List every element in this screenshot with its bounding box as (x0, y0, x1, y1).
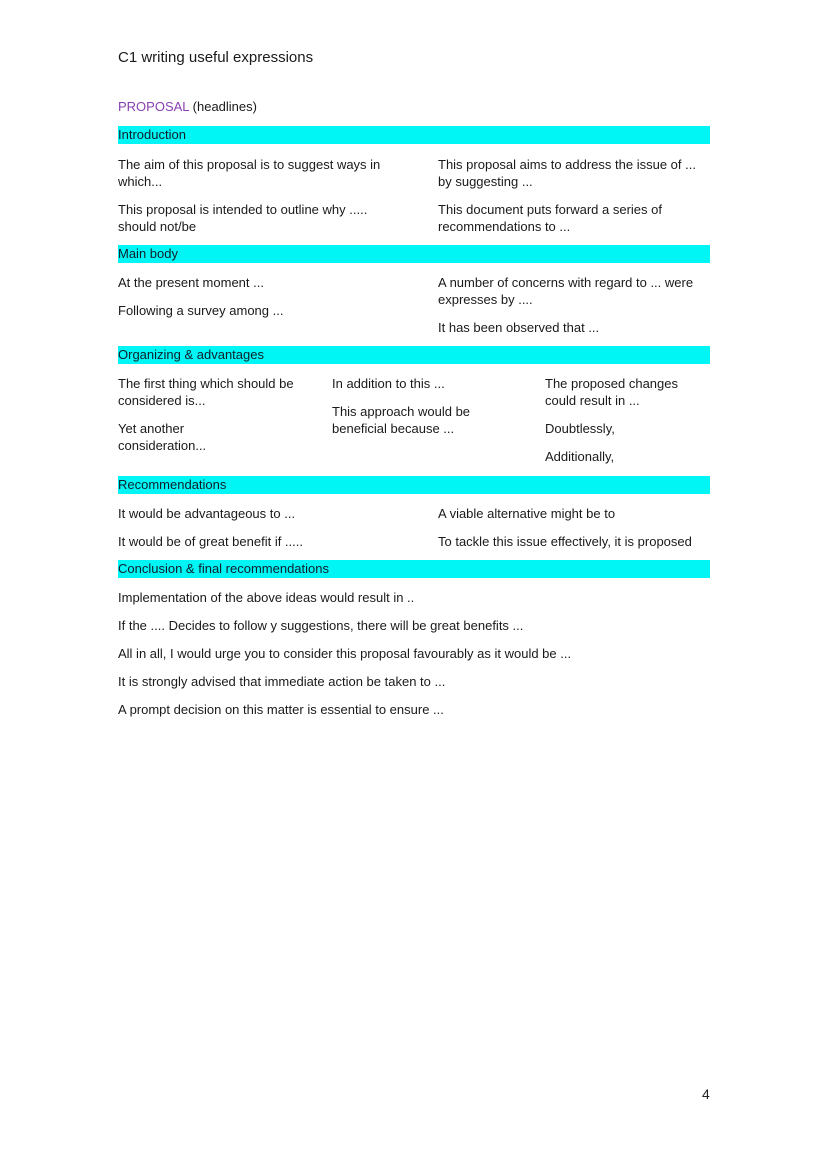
expression-rec-left-1: It would be advantageous to ... (118, 506, 296, 521)
expression-org-col2-2: This approach would be beneficial because ... (332, 404, 471, 436)
expression-org-col1-1: The first thing which should be considered is... (118, 376, 294, 408)
expression-main-left-2: Following a survey among ... (118, 303, 284, 318)
expression-intro-left-2: This proposal is intended to outline why ..... should not/be (118, 202, 368, 234)
document-title: C1 writing useful expressions (118, 49, 314, 66)
proposal-suffix: (headlines) (189, 99, 257, 114)
expression-conclusion-1: Implementation of the above ideas would result in .. (118, 590, 415, 605)
expression-intro-right-2: This document puts forward a series of recommendations to ... (438, 202, 662, 234)
expression-org-col2-1: In addition to this ... (332, 376, 445, 391)
expression-intro-right-1: This proposal aims to address the issue of ... by suggesting ... (438, 157, 696, 189)
expression-rec-left-2: It would be of great benefit if ..... (118, 534, 303, 549)
expression-conclusion-5: A prompt decision on this matter is essential to ensure ... (118, 702, 444, 717)
section-heading-recommendations: Recommendations (118, 476, 710, 494)
proposal-heading (118, 99, 257, 114)
expression-main-left-1: At the present moment ... (118, 275, 264, 290)
proposal-label: PROPOSAL (118, 99, 190, 114)
expression-org-col3-3: Additionally, (545, 449, 615, 464)
expression-org-col3-2: Doubtlessly, (545, 421, 615, 436)
expression-conclusion-3: All in all, I would urge you to consider this proposal favourably as it would be ... (118, 646, 572, 661)
expression-main-right-2: It has been observed that ... (438, 320, 600, 335)
expression-conclusion-4: It is strongly advised that immediate action be taken to ... (118, 674, 446, 689)
expression-rec-right-1: A viable alternative might be to (438, 506, 616, 521)
section-heading-organizing: Organizing & advantages (118, 346, 710, 364)
section-heading-introduction: Introduction (118, 126, 710, 144)
section-heading-main-body: Main body (118, 245, 710, 263)
expression-org-col1-2: Yet another consideration... (118, 421, 207, 453)
expression-org-col3-1: The proposed changes could result in ... (545, 376, 678, 408)
expression-intro-left-1: The aim of this proposal is to suggest ways in which... (118, 157, 381, 189)
page-number: 4 (702, 1086, 710, 1102)
expression-conclusion-2: If the .... Decides to follow y suggestions, there will be great benefits ... (118, 618, 524, 633)
expression-rec-right-2: To tackle this issue effectively, it is proposed (438, 534, 692, 549)
expression-main-right-1: A number of concerns with regard to ... were expresses by .... (438, 275, 694, 307)
section-heading-conclusion: Conclusion & final recommendations (118, 560, 710, 578)
